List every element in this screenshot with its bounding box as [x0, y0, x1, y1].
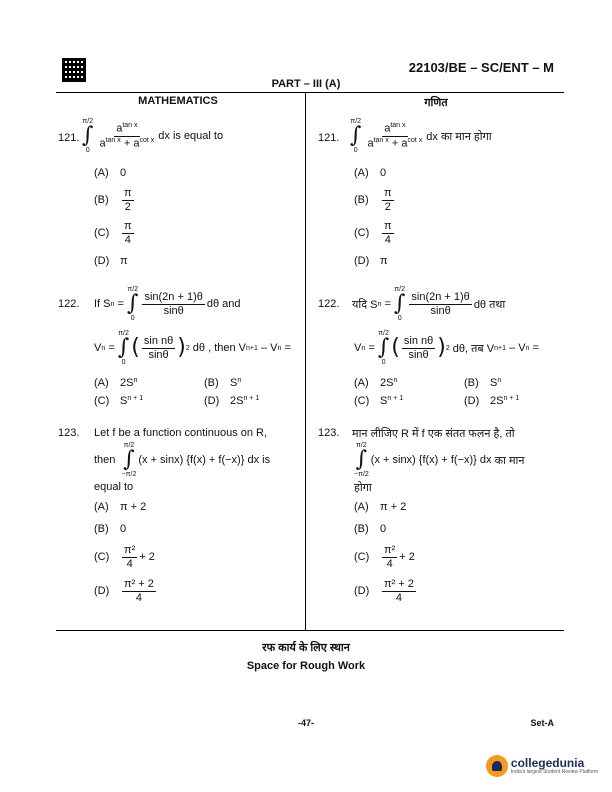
option-b[interactable]: (B) $\frac{\pi}{2}$ [94, 186, 132, 213]
graduate-icon [486, 755, 508, 777]
brand-tagline: India's largest Student Review Platform [510, 769, 598, 775]
question-123-en: 123. Let f be a function continuous on R, then π/2 ∫ −π/2 (x + sinx) {f(x) + f(−x)} dx is equal to (A) π + 2 (B) 0 (C) $\frac{\text{π²}}{4}$ + 2 (D) $\frac{\text{π² + 2}}{4}$ [58, 424, 298, 608]
question-number: 122. [318, 298, 340, 310]
integral-sign: π/2 ∫ 0 [82, 118, 94, 154]
question-122-en: 122. If S n = π/2 ∫ 0 $\frac{\sin(2n + 1)\theta}{\sin\theta}$ dθ and V n = π/2 ∫ 0 ( $\frac{\text{sin nθ}}{\sin\theta}$ ) 2 dθ , then V n+1 – V n = (A) 2S n (B) S n (C) S n + 1 (D) 2S n + 1 [58, 286, 291, 407]
option-d[interactable]: (D) π [354, 255, 388, 267]
question-number: 121. [58, 132, 80, 144]
option-d[interactable]: (D) 2S n + 1 [464, 395, 520, 407]
rough-work-english: Space for Rough Work [246, 660, 366, 672]
question-121-hi: 121. π/2 ∫ 0 $\frac{a^{tan x}}{a^{tan x} + a^{cot x}}$ dx का मान होगा (A) 0 (B) $\frac{\pi}{2}$ (C) $\frac{\pi}{4}$ (D) π [318, 118, 558, 272]
question-123-hi: 123. मान लीजिए R में f एक संतत फलन है, तो π/2 ∫ −π/2 (x + sinx) {f(x) + f(−x)} dx का मान होगा (A) π + 2 (B) 0 (C) $\frac{\text{π²}}{4}$ + 2 (D) $\frac{\text{π² + 2}}{4}$ [318, 424, 558, 608]
question-number: 122. [58, 298, 80, 310]
question-number: 123. [58, 427, 80, 439]
heading-ganit: गणित [424, 97, 448, 109]
option-a[interactable]: (A) π + 2 [94, 501, 147, 513]
rough-work-hindi: रफ कार्य के लिए स्थान [262, 642, 350, 654]
option-a[interactable]: (A) 0 [94, 167, 127, 179]
option-d[interactable]: (D) $\frac{\text{π² + 2}}{4}$ [354, 577, 414, 604]
top-rule [56, 92, 564, 93]
option-c[interactable]: (C) $\frac{\pi}{4}$ [94, 219, 132, 246]
set-label: Set-A [530, 718, 554, 728]
bottom-rule [56, 630, 564, 631]
option-d[interactable]: (D) 2S n + 1 [204, 395, 260, 407]
option-c[interactable]: (C) $\frac{\pi}{4}$ [354, 219, 392, 246]
collegedunia-logo [486, 755, 598, 777]
question-text: dx is equal to [158, 130, 224, 142]
option-b[interactable]: (B) $\frac{\pi}{2}$ [354, 186, 392, 213]
option-c[interactable]: (C) S n + 1 [354, 395, 404, 407]
question-text: dx का मान होगा [426, 130, 492, 143]
option-c[interactable]: (C) $\frac{\text{π²}}{4}$ + 2 [354, 543, 415, 570]
option-c[interactable]: (C) S n + 1 [94, 395, 144, 407]
option-b[interactable]: (B) S n [464, 377, 502, 389]
hindi-column [318, 118, 558, 608]
option-c[interactable]: (C) $\frac{\text{π²}}{4}$ + 2 [94, 543, 155, 570]
option-a[interactable]: (A) 0 [354, 167, 387, 179]
question-122-hi: 122. यदि S n = π/2 ∫ 0 $\frac{\sin(2n + 1)\theta}{\sin\theta}$ dθ तथा V n = π/2 ∫ 0 ( $\frac{\text{sin nθ}}{\sin\theta}$ ) 2 dθ, तब V n+1 – V n = (A) 2S n (B) S n (C) S n + 1 (D) 2S n + 1 [318, 286, 539, 407]
page-number: -47- [297, 718, 314, 728]
option-d[interactable]: (D) π [94, 255, 128, 267]
part-title: PART – III (A) [271, 78, 341, 90]
question-number: 123. [318, 427, 340, 439]
option-a[interactable]: (A) 2S n [94, 377, 138, 389]
option-a[interactable]: (A) π + 2 [354, 501, 407, 513]
english-column [58, 118, 298, 608]
option-b[interactable]: (B) 0 [94, 523, 127, 535]
question-number: 121. [318, 132, 340, 144]
option-b[interactable]: (B) S n [204, 377, 242, 389]
column-divider [305, 92, 306, 630]
brand-name: collegedunia [510, 756, 585, 770]
fraction: $\frac{a^{tan x}}{a^{tan x} + a^{cot x}}$ [99, 122, 155, 150]
option-b[interactable]: (B) 0 [354, 523, 387, 535]
heading-mathematics: MATHEMATICS [138, 95, 218, 107]
question-121-en [58, 118, 298, 272]
option-a[interactable]: (A) 2S n [354, 377, 398, 389]
paper-code: 22103/BE – SC/ENT – M [408, 60, 554, 75]
option-d[interactable]: (D) $\frac{\text{π² + 2}}{4}$ [94, 577, 154, 604]
